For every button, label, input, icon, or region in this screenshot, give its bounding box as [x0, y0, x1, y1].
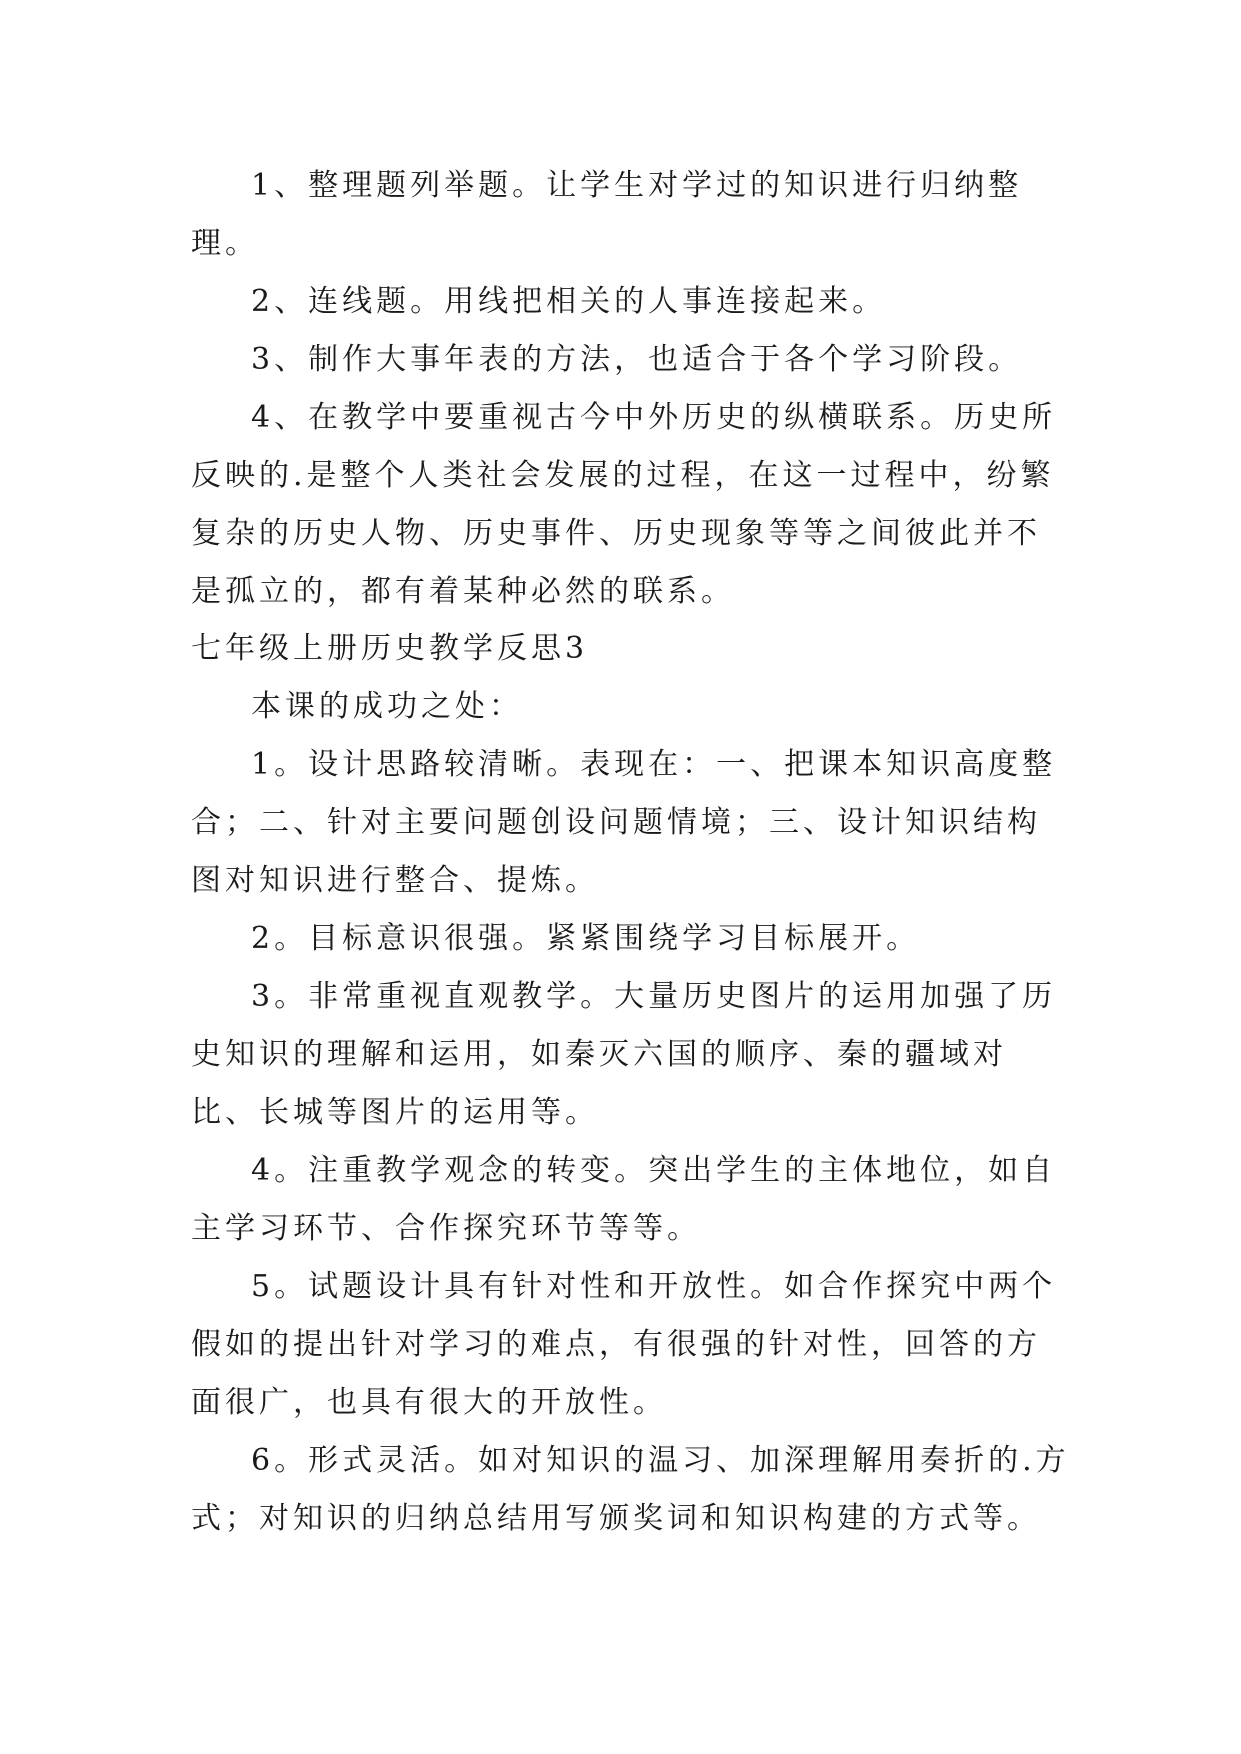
- paragraph: 2、连线题。用线把相关的人事连接起来。: [251, 284, 887, 319]
- paragraph: 5。试题设计具有针对性和开放性。如合作探究中两个假如的提出针对学习的难点，有很强的针对性，回答的方面很广，也具有很大的开放性。: [191, 1269, 1057, 1420]
- paragraph: 4、在教学中要重视古今中外历史的纵横联系。历史所反映的.是整个人类社会发展的过程，在这一过程中，纷繁复杂的历史人物、历史事件、历史现象等等之间彼此并不是孤立的，都有着某种必然的联系。: [191, 400, 1057, 609]
- paragraph: 3。非常重视直观教学。大量历史图片的运用加强了历史知识的理解和运用，如秦灭六国的顺序、秦的疆域对比、长城等图片的运用等。: [191, 979, 1057, 1130]
- paragraph: 1、整理题列举题。让学生对学过的知识进行归纳整理。: [191, 168, 1023, 261]
- section-a: [191, 157, 1071, 621]
- paragraph: 3、制作大事年表的方法，也适合于各个学习阶段。: [251, 342, 1023, 377]
- paragraph: 2。目标意识很强。紧紧围绕学习目标展开。: [251, 921, 921, 956]
- paragraph: 1。设计思路较清晰。表现在：一、把课本知识高度整合；二、针对主要问题创设问题情境；三、设计知识结构图对知识进行整合、提炼。: [191, 747, 1057, 898]
- section-heading: 七年级上册历史教学反思3: [191, 631, 589, 666]
- paragraph: 6。形式灵活。如对知识的温习、加深理解用奏折的.方式；对知识的归纳总结用写颁奖词和知识构建的方式等。: [191, 1443, 1070, 1536]
- paragraph: 4。注重教学观念的转变。突出学生的主体地位，如自主学习环节、合作探究环节等等。: [191, 1153, 1057, 1246]
- section-b: [191, 620, 1071, 1548]
- paragraph: 本课的成功之处：: [251, 689, 523, 724]
